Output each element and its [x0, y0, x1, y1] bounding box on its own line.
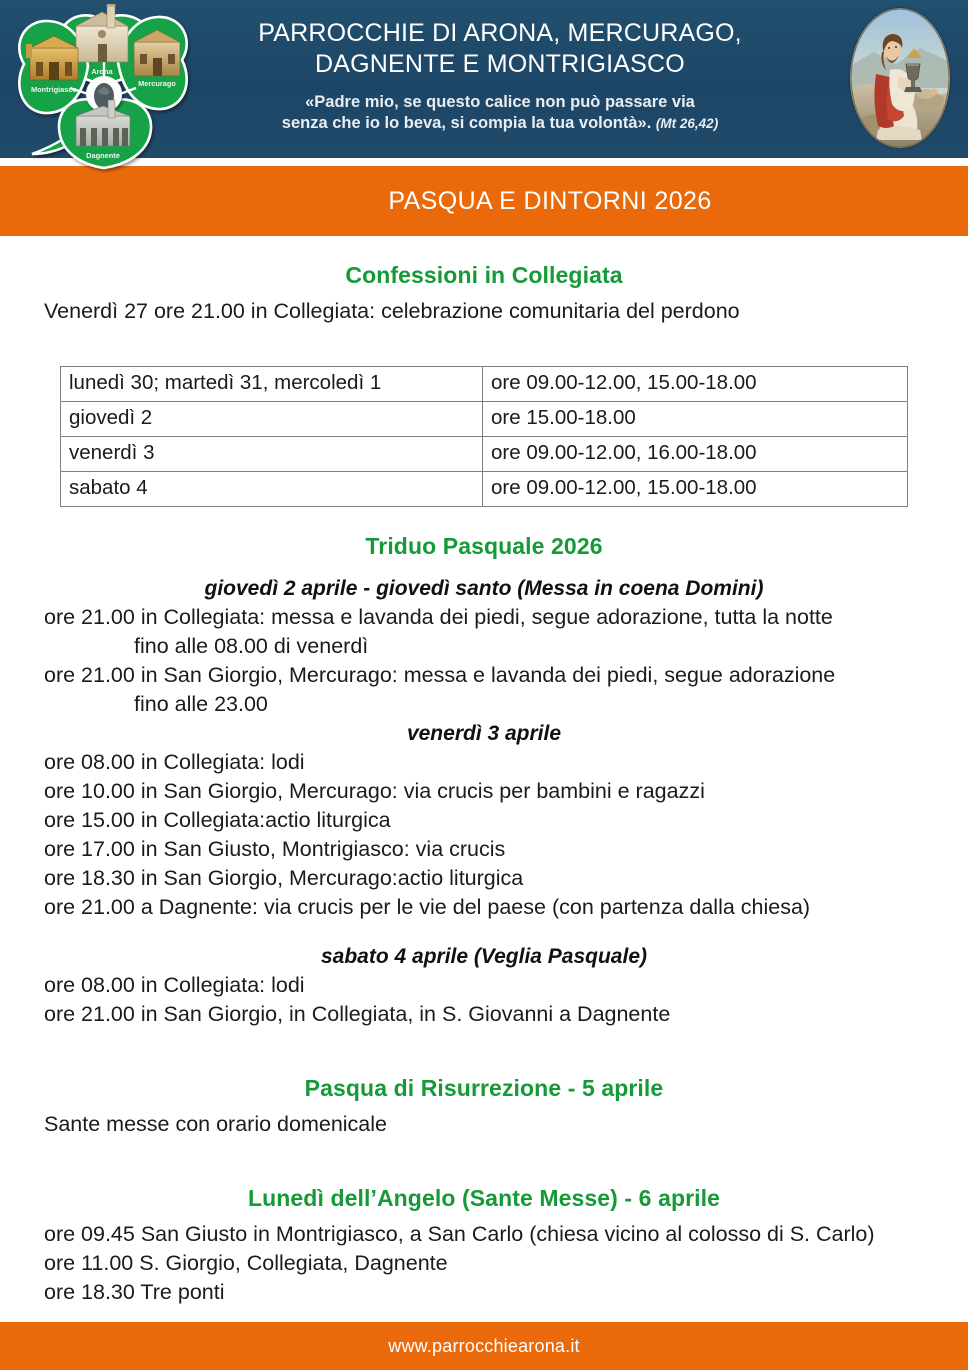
- table-cell-day: venerdì 3: [61, 437, 483, 472]
- table-cell-hours: ore 09.00-12.00, 15.00-18.00: [483, 472, 908, 507]
- venerdi-line-1: ore 08.00 in Collegiata: lodi: [44, 750, 305, 774]
- quote-line2: senza che io lo beva, si compia la tua volontà».: [281, 114, 652, 132]
- venerdi-line-5: ore 18.30 in San Giorgio, Mercurago:actio liturgica: [44, 866, 524, 890]
- header-scripture-quote: [200, 92, 800, 134]
- parish-clover-logo: [14, 4, 194, 194]
- table-cell-day: giovedì 2: [61, 402, 483, 437]
- confessioni-schedule-table: [60, 366, 908, 507]
- quote-line1: «Padre mio, se questo calice non può passare via: [305, 93, 695, 111]
- leaf-label-mercurago: Mercurago: [138, 79, 176, 88]
- footer-website-link[interactable]: www.parrocchiearona.it: [388, 1335, 580, 1356]
- pasqua-line-1: Sante messe con orario domenicale: [44, 1112, 387, 1136]
- heading-triduo: Triduo Pasquale 2026: [365, 533, 603, 559]
- subtitle-sabato-santo: sabato 4 aprile (Veglia Pasquale): [320, 945, 647, 968]
- venerdi-line-2: ore 10.00 in San Giorgio, Mercurago: via crucis per bambini e ragazzi: [44, 779, 705, 803]
- table-cell-day: sabato 4: [61, 472, 483, 507]
- leaf-label-montrigiasco: Montrigiasco: [31, 85, 77, 94]
- table-row: [61, 402, 908, 437]
- sabato-line-2: ore 21.00 in San Giorgio, in Collegiata, in S. Giovanni a Dagnente: [44, 1002, 671, 1026]
- confessioni-intro: Venerdì 27 ore 21.00 in Collegiata: celebrazione comunitaria del perdono: [44, 299, 740, 323]
- heading-confessioni: Confessioni in Collegiata: [345, 262, 623, 288]
- table-cell-hours: ore 09.00-12.00, 15.00-18.00: [483, 367, 908, 402]
- church-arona: [76, 4, 128, 62]
- subtitle-venerdi-santo: venerdì 3 aprile: [406, 722, 562, 745]
- footer-bar: [0, 1322, 968, 1370]
- table-cell-hours: ore 15.00-18.00: [483, 402, 908, 437]
- leaf-label-dagnente: Dagnente: [86, 151, 120, 160]
- heading-pasqua-risurrezione: Pasqua di Risurrezione - 5 aprile: [304, 1075, 664, 1101]
- table-row: [61, 437, 908, 472]
- quote-reference: (Mt 26,42): [655, 116, 719, 131]
- giovedi-line-1: ore 21.00 in Collegiata: messa e lavanda dei piedi, segue adorazione, tutta la notte: [44, 605, 833, 629]
- angelo-line-1: ore 09.45 San Giusto in Montrigiasco, a San Carlo (chiesa vicino al colosso di S. Carlo): [44, 1222, 875, 1246]
- venerdi-line-3: ore 15.00 in Collegiata:actio liturgica: [44, 808, 391, 832]
- quote-line2-wrap: [200, 113, 800, 134]
- giovedi-line-4: fino alle 23.00: [134, 692, 268, 716]
- leaf-label-arona: Arona: [91, 67, 113, 76]
- table-cell-hours: ore 09.00-12.00, 16.00-18.00: [483, 437, 908, 472]
- banner-title: PASQUA E DINTORNI 2026: [388, 186, 712, 215]
- giovedi-line-2: fino alle 08.00 di venerdì: [134, 634, 369, 658]
- angelo-line-3: ore 18.30 Tre ponti: [44, 1280, 225, 1304]
- giovedi-line-3: ore 21.00 in San Giorgio, Mercurago: messa e lavanda dei piedi, segue adorazione: [44, 663, 836, 687]
- jesus-gethsemane-image: [850, 8, 950, 148]
- angelo-line-2: ore 11.00 S. Giorgio, Collegiata, Dagnente: [44, 1251, 448, 1275]
- table-row: [61, 367, 908, 402]
- header-title-line1: PARROCCHIE DI ARONA, MERCURAGO,: [258, 19, 742, 47]
- venerdi-line-4: ore 17.00 in San Giusto, Montrigiasco: via crucis: [44, 837, 506, 861]
- header-title-line2: DAGNENTE E MONTRIGIASCO: [315, 50, 685, 78]
- venerdi-line-6: ore 21.00 a Dagnente: via crucis per le vie del paese (con partenza dalla chiesa): [44, 895, 811, 919]
- table-cell-day: lunedì 30; martedì 31, mercoledì 1: [61, 367, 483, 402]
- poster-content: [0, 236, 968, 1307]
- table-row: [61, 472, 908, 507]
- sabato-line-1: ore 08.00 in Collegiata: lodi: [44, 973, 305, 997]
- subtitle-giovedi-santo: giovedì 2 aprile - giovedì santo (Messa in coena Domini): [204, 577, 764, 600]
- header-title: [200, 18, 800, 80]
- heading-lunedi-angelo: Lunedì dell’Angelo (Sante Messe) - 6 aprile: [247, 1185, 721, 1211]
